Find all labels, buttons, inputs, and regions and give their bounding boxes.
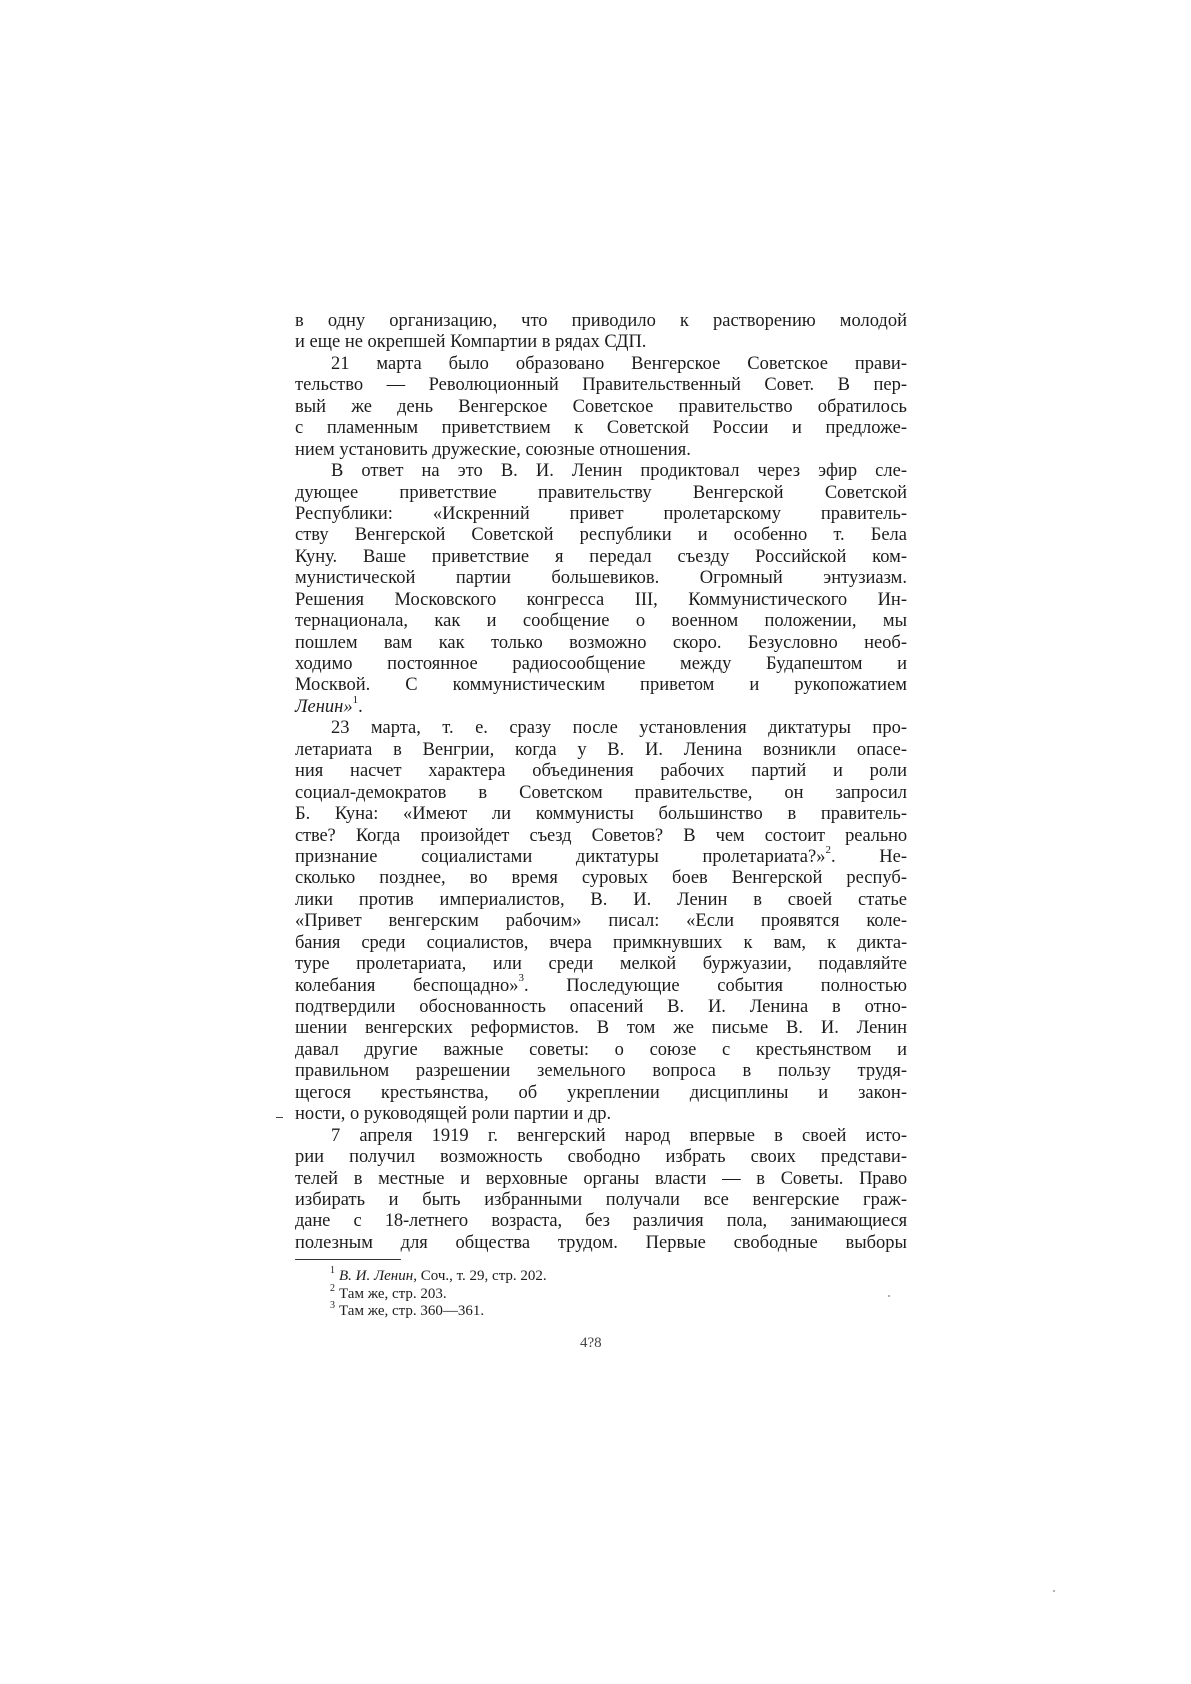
text-line: давал другие важные советы: о союзе с крестьянством и bbox=[295, 1039, 907, 1060]
text-line: туре пролетариата, или среди мелкой буржуазии, подавляйте bbox=[295, 954, 907, 975]
scan-speck bbox=[888, 1295, 890, 1297]
text-line: стве? Когда произойдет съезд Советов? В чем состоит реально bbox=[295, 825, 907, 846]
text-line: дане с 18-летнего возраста, без различия пола, занимающиеся bbox=[295, 1211, 907, 1232]
footnote-text: Соч., т. 29, стр. 202. bbox=[416, 1268, 547, 1284]
text-line: Ленин»$^1$. bbox=[295, 693, 363, 717]
text-line: вый же день Венгерское Советское правительство обратилось bbox=[295, 396, 907, 417]
text-line: ности, о руководящей роли партии и др. bbox=[295, 1104, 612, 1125]
footnote-separator bbox=[295, 1259, 401, 1260]
line-text: . Последующие события полностью bbox=[524, 975, 907, 996]
footnote-3 bbox=[330, 1300, 730, 1321]
main-text bbox=[295, 311, 907, 1254]
footnote-1 bbox=[330, 1265, 730, 1286]
text-line: 23 марта, т. е. сразу после установления диктатуры про- bbox=[331, 718, 907, 739]
text-line: «Привет венгерским рабочим» писал: «Если проявятся коле- bbox=[295, 911, 907, 932]
text-line: летариата в Венгрии, когда у В. И. Ленина возникли опасе- bbox=[295, 739, 907, 760]
text-line: в одну организацию, что приводило к растворению молодой bbox=[295, 311, 907, 331]
footnotes bbox=[330, 1265, 730, 1321]
footnote-number: 3 bbox=[330, 1300, 335, 1311]
footnote-ref-2: 2 bbox=[825, 843, 831, 856]
text-line: признание социалистами диктатуры пролетариата?»$^2$. Не- bbox=[295, 843, 907, 867]
line-text: признание социалистами диктатуры пролетариата?» bbox=[295, 846, 826, 867]
scan-speck bbox=[1053, 1590, 1055, 1592]
text-line: дующее приветствие правительству Венгерской Советской bbox=[295, 482, 907, 503]
footnote-author: В. И. Ленин, bbox=[339, 1268, 417, 1284]
text-line: бания среди социалистов, вчера примкнувших к вам, к дикта- bbox=[295, 932, 907, 953]
footnote-ref-3: 3 bbox=[518, 972, 525, 985]
footnote-2 bbox=[330, 1282, 730, 1304]
line-text: колебания беспощадно» bbox=[295, 975, 519, 996]
text-line: телей в местные и верховные органы власти — в Советы. Право bbox=[295, 1168, 907, 1189]
text-line: и еще не окрепшей Компартии в рядах СДП. bbox=[295, 332, 647, 353]
text-line: Б. Куна: «Имеют ли коммунисты большинство в правитель- bbox=[295, 804, 907, 825]
text-line: щегося крестьянства, об укреплении дисциплины и закон- bbox=[295, 1082, 907, 1103]
footnote-text: Там же, стр. 203. bbox=[339, 1285, 447, 1302]
text-line: 21 марта было образовано Венгерское Советское прави- bbox=[331, 353, 907, 374]
line-text: Не- bbox=[879, 846, 907, 867]
text-line: ния насчет характера объединения рабочих партий и роли bbox=[295, 761, 907, 782]
text-line: Куну. Ваше приветствие я передал съезду Российской ком- bbox=[295, 546, 907, 567]
text-line: ходимо постоянное радиосообщение между Будапештом и bbox=[295, 654, 907, 674]
page-number: 4?8 bbox=[580, 1335, 602, 1351]
text-line bbox=[295, 972, 907, 997]
text-line: избирать и быть избранными получали все венгерские граж- bbox=[295, 1189, 907, 1210]
text-line: Республики: «Искренний привет пролетарскому правитель- bbox=[295, 503, 907, 524]
text-line: подтвердили обоснованность опасений В. И. Ленина в отно- bbox=[295, 997, 907, 1017]
footnote-ref-1: 1 bbox=[352, 693, 359, 706]
text-line: шении венгерских реформистов. В том же письме В. И. Ленин bbox=[295, 1018, 907, 1039]
text-line: с пламенным приветствием к Советской России и предложе- bbox=[295, 418, 907, 439]
text-line: тернационала, как и сообщение о военном положении, мы bbox=[295, 611, 907, 632]
text-line: мунистической партии большевиков. Огромный энтузиазм. bbox=[295, 568, 907, 589]
margin-dash-mark bbox=[276, 1117, 283, 1118]
text-line: Решения Московского конгресса III, Коммунистического Ин- bbox=[295, 589, 907, 610]
text-line: рии получил возможность свободно избрать своих представи- bbox=[295, 1147, 907, 1168]
text-line: ству Венгерской Советской республики и особенно т. Бела bbox=[295, 525, 907, 546]
text-line: лики против империалистов, В. И. Ленин в своей статье bbox=[295, 889, 907, 910]
text-line: Москвой. С коммунистическим приветом и рукопожатием bbox=[295, 675, 907, 696]
text-line: социал-демократов в Советском правительстве, он запросил bbox=[295, 782, 907, 803]
footnote-text: Там же, стр. 360—361. bbox=[339, 1303, 485, 1319]
footnote-number: 2 bbox=[330, 1282, 335, 1294]
footnote-number: 1 bbox=[330, 1265, 335, 1276]
text-line: нием установить дружеские, союзные отношения. bbox=[295, 439, 691, 460]
text-line: правильном разрешении земельного вопроса в пользу трудя- bbox=[295, 1061, 907, 1082]
signature-lenin: Ленин» bbox=[295, 696, 353, 717]
text-line: сколько позднее, во время суровых боев Венгерской респуб- bbox=[295, 868, 907, 889]
text-line: тельство — Революционный Правительственный Совет. В пер- bbox=[295, 375, 907, 396]
text-line: полезным для общества трудом. Первые свободные выборы bbox=[295, 1232, 907, 1253]
text-line: пошлем вам как только возможно скоро. Безусловно необ- bbox=[295, 632, 907, 653]
text-line: 7 апреля 1919 г. венгерский народ впервые в своей исто- bbox=[331, 1125, 907, 1146]
text-line: В ответ на это В. И. Ленин продиктовал через эфир сле- bbox=[331, 461, 907, 482]
